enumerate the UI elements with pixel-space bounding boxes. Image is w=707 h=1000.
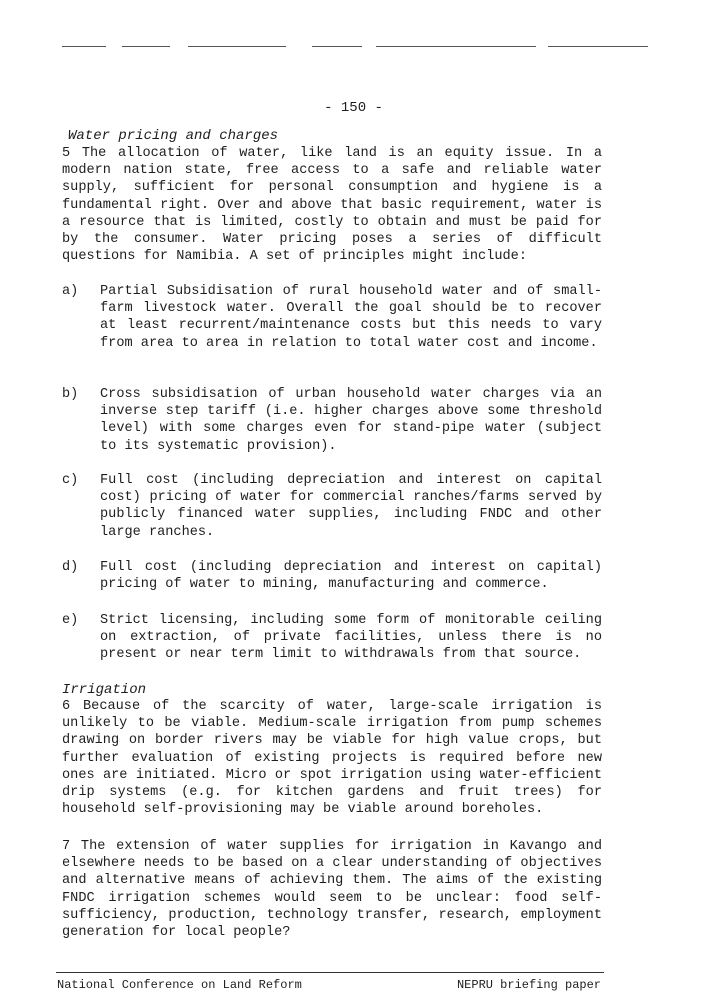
header-rule	[188, 46, 286, 47]
list-item-text: Partial Subsidisation of rural household water and of small-farm livestock water. Overall the goal should be to recover at least recurrent/maintenance costs but this needs to vary from area to area in relation to total water cost and income.	[100, 284, 602, 351]
paragraph-6: 6 Because of the scarcity of water, large-scale irrigation is unlikely to be viable. Medium-scale irrigation from pump schemes drawing on border rivers may be viable for high value crops, but further evaluation of existing projects is required before new ones are initiated. Micro or spot irrigation using water-efficient drip systems (e.g. for kitchen gardens and fruit trees) for household self-provisioning may be viable around boreholes.	[62, 699, 602, 818]
list-item-text: Full cost (including depreciation and interest on capital cost) pricing of water for commercial ranches/farms served by publicly financed water supplies, including FNDC and other large ranches.	[100, 473, 602, 540]
footer-paper-title: NEPRU briefing paper	[456, 978, 601, 992]
list-marker: b)	[62, 387, 79, 402]
header-rule	[376, 46, 536, 47]
section-heading-irrigation: Irrigation	[62, 682, 147, 698]
header-rule	[122, 46, 170, 47]
list-marker: e)	[62, 613, 79, 628]
paragraph-5: 5 The allocation of water, like land is an equity issue. In a modern nation state, free access to a safe and reliable water supply, sufficient for personal consumption and hygiene is a fundamental right. Over and above that basic requirement, water is a resource that is limited, costly to obtain and must be paid for by the consumer. Water pricing poses a series of difficult questions for Namibia. A set of principles might include:	[62, 146, 602, 265]
header-rule	[312, 46, 362, 47]
header-rule	[548, 46, 648, 47]
footer-conference-title: National Conference on Land Reform	[57, 978, 302, 992]
page-number: - 150 -	[324, 100, 383, 116]
list-marker: a)	[62, 284, 79, 299]
list-item-text: Cross subsidisation of urban household water charges via an inverse step tariff (i.e. higher charges above some threshold level) with some charges even for stand-pipe water (subject to its systematic provision).	[100, 387, 602, 454]
list-marker: c)	[62, 473, 79, 488]
list-item-text: Full cost (including depreciation and interest on capital) pricing of water to mining, manufacturing and commerce.	[100, 560, 602, 593]
section-heading-water-pricing: Water pricing and charges	[68, 128, 279, 144]
list-marker: d)	[62, 560, 79, 575]
list-item-text: Strict licensing, including some form of monitorable ceiling on extraction, of private facilities, unless there is no present or near term limit to withdrawals from that source.	[100, 613, 602, 663]
footer-rule	[56, 972, 604, 973]
paragraph-7: 7 The extension of water supplies for irrigation in Kavango and elsewhere needs to be based on a clear understanding of objectives and alternative means of achieving them. The aims of the existing FNDC irrigation schemes would seem to be unclear: food self-sufficiency, production, technology transfer, research, employment generation for local people?	[62, 839, 602, 941]
header-rule	[62, 46, 106, 47]
